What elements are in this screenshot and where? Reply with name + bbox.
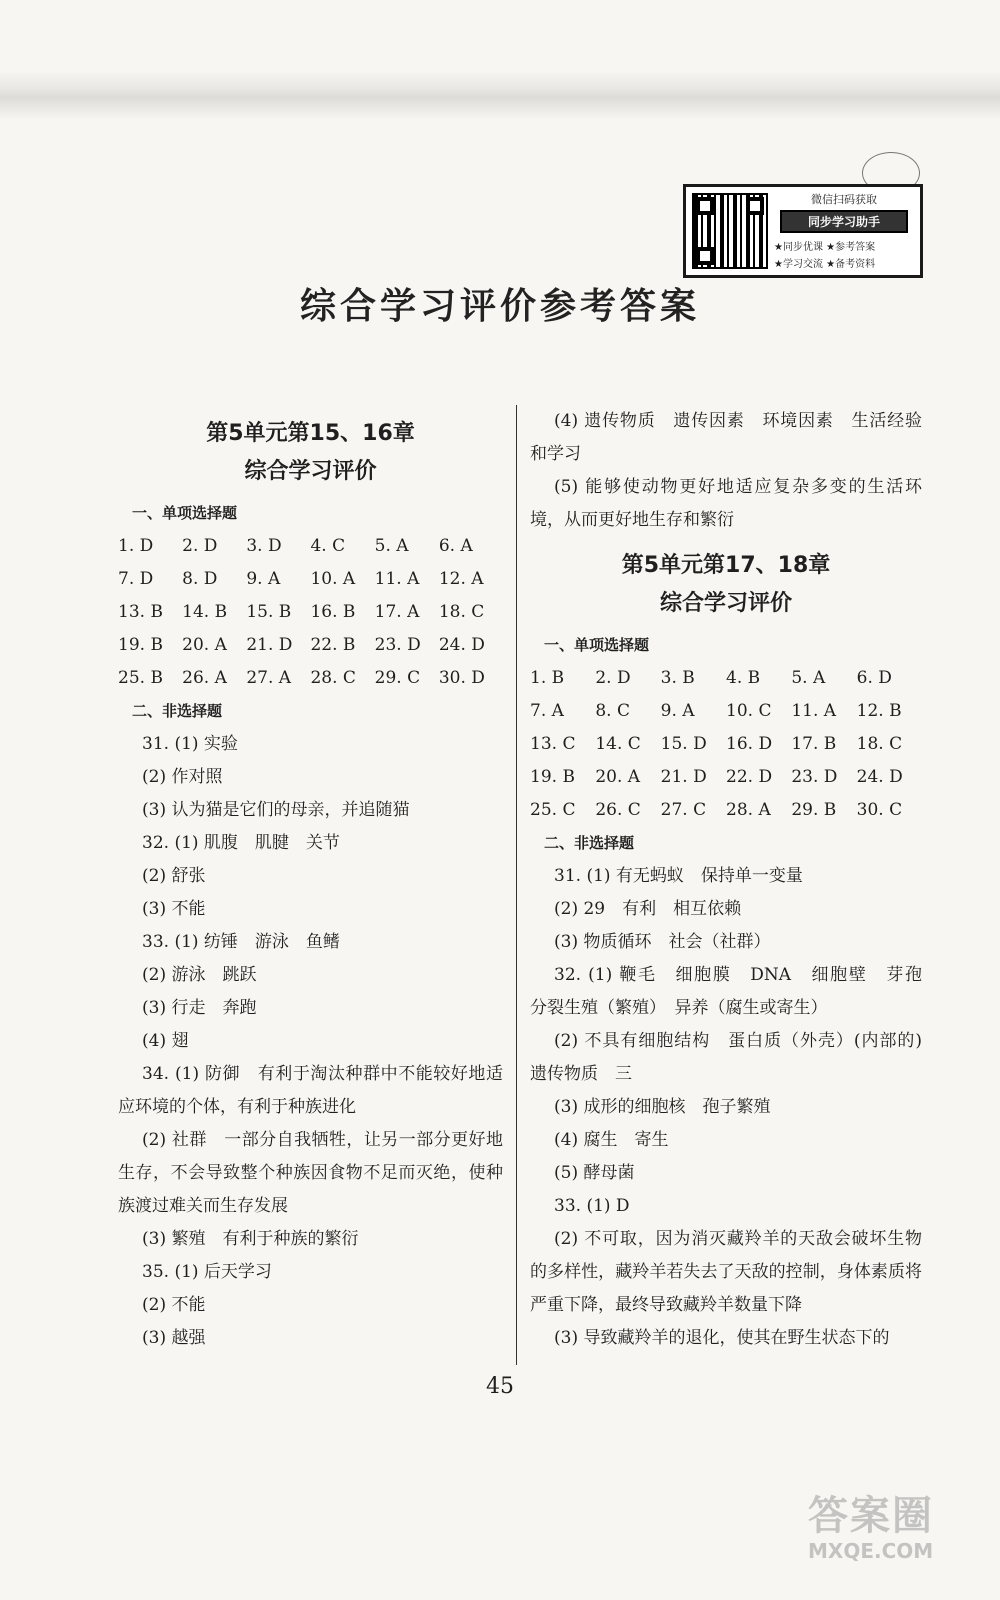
mc-answer: 28. A: [726, 800, 771, 820]
qr-line-4: ★学习交流 ★备考资料: [774, 259, 876, 270]
mc-answer: 27. A: [246, 668, 292, 688]
mc-answer: 8. C: [595, 701, 630, 721]
left-column: [118, 405, 503, 1355]
mc-answer: 6. D: [856, 668, 892, 688]
mc-answer: 25. B: [118, 668, 163, 688]
watermark-line2: MXQE.COM: [808, 1539, 934, 1563]
mc-answer: 3. B: [660, 668, 695, 688]
mc-answer: 4. B: [726, 668, 761, 688]
mc-row: [530, 761, 922, 794]
answer-line: (4) 翅: [142, 1031, 189, 1051]
qr-line-2: 同步学习助手: [780, 210, 908, 233]
mc-answer: 24. D: [438, 635, 485, 655]
right-section-title-line1: 第5单元第17、18章: [621, 553, 831, 578]
answer-line: (3) 繁殖 有利于种族的繁衍: [142, 1229, 359, 1249]
right-mc-answers: [530, 662, 922, 827]
answer-line: (2) 不能: [142, 1295, 206, 1315]
left-section-title-line2: 综合学习评价: [244, 459, 377, 484]
answer-line: (2) 作对照: [142, 767, 223, 787]
qr-promo-box: [683, 184, 923, 278]
mc-answer: 29. B: [791, 800, 837, 820]
answer-paragraph: (4) 遗传物质 遗传因素 环境因素 生活经验和学习: [530, 411, 922, 464]
mc-answer: 18. C: [438, 602, 485, 622]
answer-paragraph: 32. (1) 鞭毛 细胞膜 DNA 细胞壁 芽孢 分裂生殖（繁殖） 异养（腐生或寄生）: [530, 965, 939, 1018]
mc-answer: 25. C: [530, 800, 576, 820]
page-number: 45: [486, 1374, 514, 1399]
answer-paragraph: (2) 不具有细胞结构 蛋白质（外壳）(内部的) 遗传物质 三: [530, 1031, 922, 1084]
answer-line: 32. (1) 肌腹 肌腱 关节: [142, 833, 340, 853]
mc-answer: 15. D: [660, 734, 707, 754]
mc-row: [118, 662, 503, 695]
mc-answer: 5. A: [791, 668, 826, 688]
right-section-title-line2: 综合学习评价: [659, 591, 792, 616]
mc-answer: 3. D: [246, 536, 282, 556]
mc-answer: 10. A: [310, 569, 356, 589]
left-heading-nonmc: 二、非选择题: [132, 702, 223, 720]
answer-line: 31. (1) 有无蚂蚁 保持单一变量: [554, 866, 803, 886]
mc-answer: 15. B: [246, 602, 292, 622]
mc-row: [530, 794, 922, 827]
watermark-logo: [808, 1484, 978, 1584]
answer-line: 31. (1) 实验: [142, 734, 238, 754]
mc-answer: 5. A: [374, 536, 409, 556]
answer-line: (3) 越强: [142, 1328, 206, 1348]
mc-answer: 13. B: [118, 602, 163, 622]
mc-answer: 21. D: [660, 767, 707, 787]
mc-answer: 17. B: [791, 734, 837, 754]
mc-answer: 9. A: [660, 701, 695, 721]
mc-answer: 9. A: [246, 569, 281, 589]
qr-line-1: 微信扫码获取: [811, 193, 877, 206]
left-section-title-line1: 第5单元第15、16章: [206, 421, 415, 446]
scan-noise-band: [0, 70, 1000, 120]
mc-answer: 22. D: [726, 767, 773, 787]
left-heading-mc: 一、单项选择题: [132, 504, 238, 522]
mc-answer: 12. A: [438, 569, 484, 589]
mc-answer: 19. B: [118, 635, 163, 655]
mc-answer: 7. A: [530, 701, 564, 721]
answer-line: (3) 认为猫是它们的母亲，并追随猫: [142, 800, 410, 820]
right-section-title: [530, 547, 922, 623]
mc-answer: 11. A: [791, 701, 837, 721]
mc-answer: 2. D: [595, 668, 631, 688]
answer-line: (2) 舒张: [142, 866, 206, 886]
mc-answer: 26. C: [595, 800, 641, 820]
mc-answer: 6. A: [438, 536, 473, 556]
mc-answer: 23. D: [374, 635, 421, 655]
answer-line: (4) 腐生 寄生: [554, 1130, 669, 1150]
mc-answer: 14. C: [595, 734, 641, 754]
mc-answer: 19. B: [530, 767, 575, 787]
answer-paragraph: (3) 导致藏羚羊的退化，使其在野生状态下的: [554, 1328, 890, 1348]
mc-answer: 20. A: [182, 635, 227, 655]
mc-row: [118, 563, 503, 596]
qr-line-3: ★同步优课 ★参考答案: [774, 242, 876, 253]
watermark-line1: 答案圈: [808, 1493, 934, 1539]
mc-answer: 10. C: [726, 701, 772, 721]
mc-row: [530, 728, 922, 761]
mc-answer: 17. A: [374, 602, 420, 622]
mc-answer: 14. B: [182, 602, 228, 622]
mc-answer: 12. B: [856, 701, 902, 721]
answer-line: (2) 29 有利 相互依赖: [554, 899, 742, 919]
mc-answer: 16. D: [726, 734, 773, 754]
mc-answer: 4. C: [310, 536, 346, 556]
mc-answer: 16. B: [310, 602, 356, 622]
mc-row: [118, 596, 503, 629]
left-mc-answers: [118, 530, 503, 695]
mc-answer: 28. C: [310, 668, 356, 688]
mc-answer: 7. D: [118, 569, 154, 589]
answer-line: 33. (1) 纺锤 游泳 鱼鳍: [142, 932, 340, 952]
answer-line: 35. (1) 后天学习: [142, 1262, 272, 1282]
answer-paragraph: (2) 社群 一部分自我牺牲，让另一部分更好地生存，不会导致整个种族因食物不足而灭绝，使种族渡过难关而生存发展: [118, 1130, 503, 1216]
mc-answer: 2. D: [182, 536, 218, 556]
answer-line: (3) 不能: [142, 899, 206, 919]
mc-answer: 30. C: [856, 800, 903, 820]
column-divider: [516, 405, 517, 1365]
mc-answer: 24. D: [856, 767, 903, 787]
answer-line: 33. (1) D: [554, 1196, 630, 1216]
mc-answer: 8. D: [182, 569, 218, 589]
mc-answer: 1. D: [118, 536, 154, 556]
answer-line: (5) 酵母菌: [554, 1163, 635, 1183]
right-heading-nonmc: 二、非选择题: [544, 834, 635, 852]
left-section-title: [118, 415, 503, 491]
qr-code-image: [692, 193, 768, 269]
mc-answer: 26. A: [182, 668, 227, 688]
mc-answer: 18. C: [856, 734, 903, 754]
mc-row: [530, 662, 922, 695]
mc-answer: 23. D: [791, 767, 838, 787]
mc-answer: 27. C: [660, 800, 707, 820]
page-title: 综合学习评价参考答案: [299, 286, 700, 327]
answer-line: (3) 行走 奔跑: [142, 998, 257, 1018]
mc-row: [530, 695, 922, 728]
mc-row: [118, 629, 503, 662]
answer-paragraph: (5) 能够使动物更好地适应复杂多变的生活环境，从而更好地生存和繁衍: [530, 477, 922, 530]
mc-answer: 30. D: [438, 668, 485, 688]
answer-paragraph: 34. (1) 防御 有利于淘汰种群中不能较好地适应环境的个体，有利于种族进化: [118, 1064, 503, 1117]
mc-answer: 21. D: [246, 635, 293, 655]
mc-answer: 29. C: [374, 668, 421, 688]
answer-line: (2) 游泳 跳跃: [142, 965, 257, 985]
qr-promo-text: [774, 187, 920, 275]
mc-answer: 1. B: [530, 668, 565, 688]
mc-answer: 13. C: [530, 734, 576, 754]
answer-paragraph: (2) 不可取，因为消灭藏羚羊的天敌会破坏生物的多样性，藏羚羊若失去了天敌的控制，身体素质将严重下降，最终导致藏羚羊数量下降: [530, 1229, 922, 1315]
right-heading-mc: 一、单项选择题: [544, 636, 650, 654]
mc-row: [118, 530, 503, 563]
mc-answer: 22. B: [310, 635, 356, 655]
answer-line: (3) 物质循环 社会（社群）: [554, 932, 771, 952]
mc-answer: 20. A: [595, 767, 641, 787]
right-column: [530, 405, 939, 1355]
answer-line: (3) 成形的细胞核 孢子繁殖: [554, 1097, 771, 1117]
mc-answer: 11. A: [374, 569, 420, 589]
